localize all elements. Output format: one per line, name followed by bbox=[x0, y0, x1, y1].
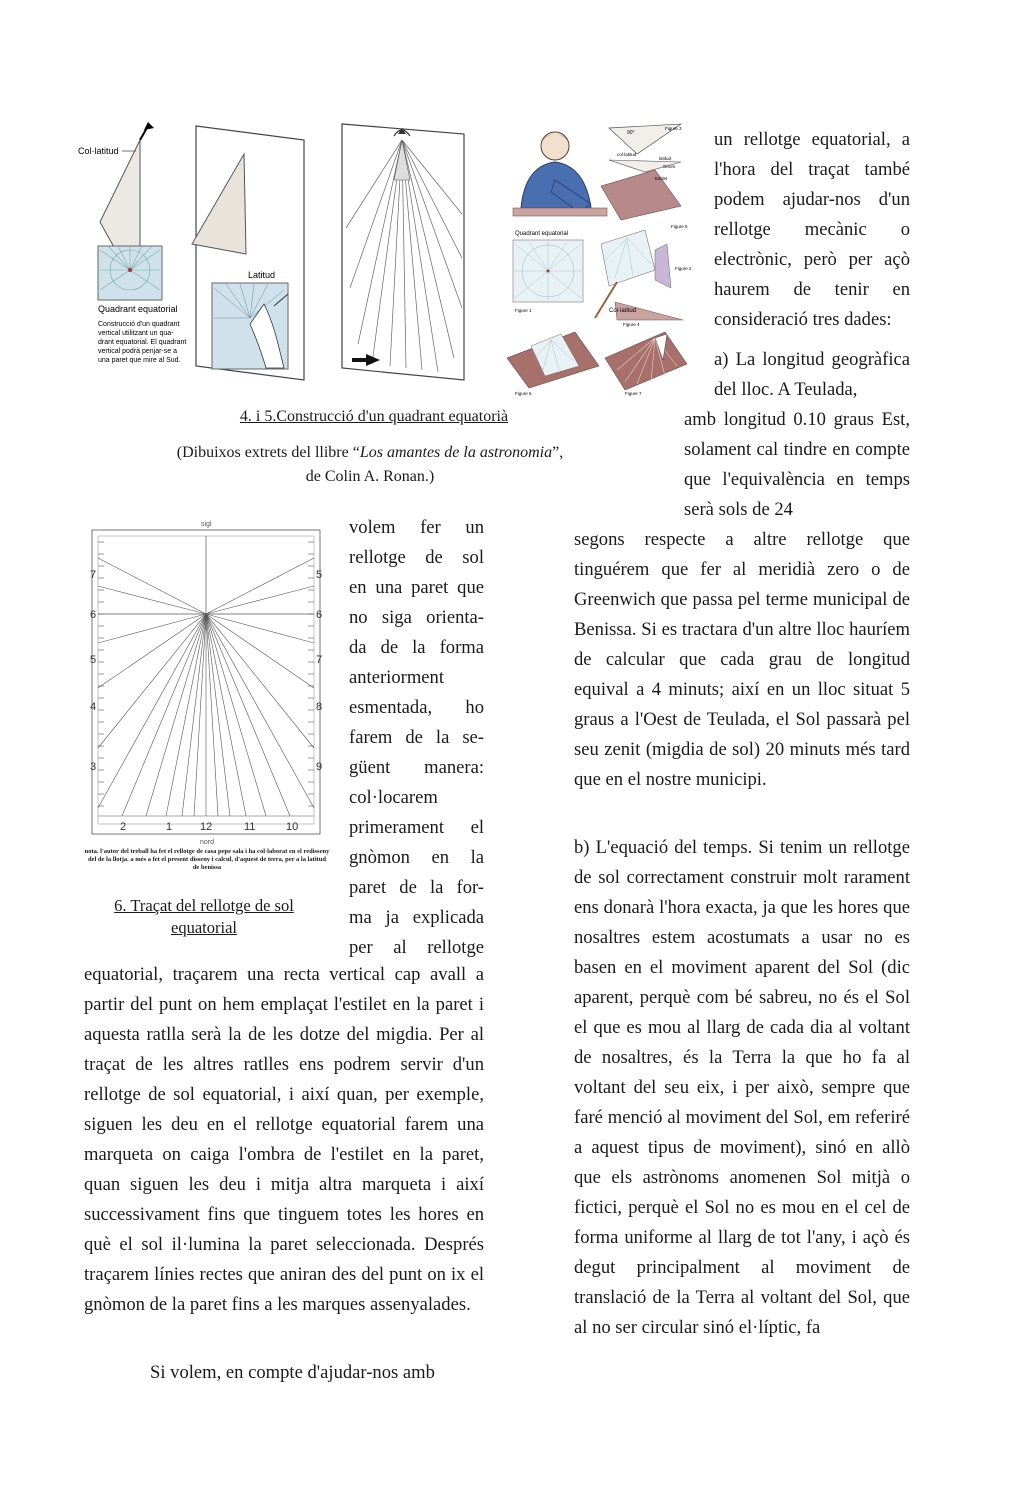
note-line-5: una paret que mire al Sud. bbox=[98, 357, 181, 364]
hour-right-6: 6 bbox=[316, 609, 323, 621]
hour-right-5: 5 bbox=[316, 569, 323, 581]
fig-label-6: Figure 6 bbox=[515, 391, 532, 396]
narrow-text-line: da de la forma bbox=[349, 637, 484, 658]
narrow-text-line: güent manera: bbox=[349, 757, 484, 778]
narrow-text-line: volem fer un bbox=[349, 517, 484, 538]
hour-line bbox=[98, 586, 206, 614]
hour-right-7: 7 bbox=[316, 654, 323, 666]
narrow-text-line: per al rellotge bbox=[349, 937, 484, 958]
sundial-trace-figure bbox=[82, 518, 332, 848]
right-item-a-start: a) La longitud geogràfica del lloc. A Teulada, bbox=[714, 349, 910, 400]
quadrant-construction-figure bbox=[78, 118, 498, 390]
hour-line bbox=[206, 558, 314, 614]
hour-line bbox=[122, 614, 206, 816]
hour-line bbox=[98, 614, 206, 748]
hour-line bbox=[206, 614, 290, 816]
left-last-line: Si volem, en compte d'ajudar-nos amb bbox=[150, 1362, 435, 1383]
fig-label-7: Figure 7 bbox=[625, 391, 642, 396]
hour-line bbox=[206, 614, 266, 816]
right-item-b: b) L'equació del temps. Si tenim un rellotge de sol correctament construir molt rarament ens donarà l'hora exacta, ja que les hores que nosaltres estem acostumats a usar no es basen en el moviment aparent del Sol (dic aparent, perquè com bé sabreu, no és el Sol el que es mou al llarg de cada dia al voltant de nosaltres, és la Terra la que ho fa al voltant del seu eix, i per això, sempre que faré menció al moviment del Sol, em referiré a aquest tipus de moviment), sinó en allò que els astrònoms anomenen Sol mitjà o fictici, perquè el Sol no es mou en el cel de forma uniforme al llarg de tot l'any, i açò és degut principalment al moviment de translació de la Terra al voltant del Sol, que al no ser circular sinó el·líptic, fa bbox=[574, 837, 910, 1338]
credit-prefix: (Dibuixos extrets del llibre “ bbox=[176, 444, 360, 461]
right-item-a-middle: amb longitud 0.10 graus Est, solament cal tindre en compte que l'equivalència en temps serà sols de 24 bbox=[684, 409, 910, 520]
hour-bottom-12: 12 bbox=[200, 821, 213, 833]
figure-caption-6 bbox=[84, 895, 324, 939]
sundial-note: nota. l'autor del treball ha fet el rellotge de casa pepe sala i ha col·laborat en el redisseny del de la llotja. a més a fet el present disseny i calcul, d'aquest de terra, per a la latitud de benissa bbox=[84, 848, 330, 871]
note-line-3: drant equatorial. El quadrant bbox=[98, 339, 187, 346]
small-label-estilet: Estilet bbox=[655, 176, 668, 181]
small-label-90: 90° bbox=[627, 130, 635, 136]
small-label-gnom: Gnom bbox=[663, 164, 676, 169]
drawing-steps-figure bbox=[505, 120, 692, 398]
latitud-label: Latitud bbox=[248, 270, 276, 280]
fig-label-1: Figure 1 bbox=[515, 308, 532, 313]
narrow-text-line: farem de la se- bbox=[349, 727, 484, 748]
narrow-text-line: primerament el bbox=[349, 817, 484, 838]
collatitud-label: Col·latitud bbox=[78, 146, 119, 156]
credit-book-title: Los amantes de la astronomia bbox=[359, 444, 553, 461]
hour-bottom-10: 10 bbox=[286, 821, 299, 833]
hour-line bbox=[206, 586, 314, 614]
narrow-text-line: col·locarem bbox=[349, 787, 438, 808]
narrow-text-line: anteriorment bbox=[349, 667, 444, 688]
fig-label-5: Figure 5 bbox=[671, 224, 688, 229]
narrow-text-line: ma ja explicada bbox=[349, 907, 484, 928]
hour-line bbox=[98, 614, 206, 643]
hour-line bbox=[206, 614, 314, 748]
hour-bottom-11: 11 bbox=[244, 821, 256, 833]
hour-left-4: 4 bbox=[90, 701, 97, 713]
hour-line bbox=[182, 614, 206, 816]
hour-line bbox=[98, 558, 206, 614]
hour-line bbox=[206, 614, 314, 688]
hour-right-9: 9 bbox=[316, 761, 323, 773]
hour-bottom-2: 2 bbox=[120, 821, 127, 833]
hour-bottom-1: 1 bbox=[166, 821, 173, 833]
hour-line bbox=[206, 614, 314, 643]
hour-left-7: 7 bbox=[90, 569, 97, 581]
quadrant-label: Quadrant equatorial bbox=[98, 304, 178, 314]
quadrant-label-b: Quadrant equatorial bbox=[515, 231, 569, 237]
narrow-text-line: gnòmon en la bbox=[349, 847, 484, 868]
figure-caption-4-5 bbox=[160, 405, 580, 489]
collatitud-label-b: Col·latitud bbox=[609, 308, 637, 314]
caption-title: 4. i 5.Construcció d'un quadrant equatorià bbox=[239, 408, 509, 425]
caption6-line1: 6. Traçat del rellotge de sol bbox=[114, 896, 294, 915]
note-line-2: vertical utilitzant un qua- bbox=[98, 330, 174, 337]
hour-line bbox=[206, 614, 230, 816]
sundial-bottom-label: nord bbox=[200, 839, 215, 846]
hour-line bbox=[146, 614, 206, 816]
fig-label-4: Figure 4 bbox=[623, 322, 640, 327]
fig-label-2: Figure 2 bbox=[675, 266, 692, 271]
credit-suffix: ”, bbox=[552, 444, 564, 461]
hour-line bbox=[206, 614, 314, 808]
note-line-1: Construcció d'un quadrant bbox=[98, 321, 180, 328]
hour-line bbox=[98, 614, 206, 688]
hour-left-3: 3 bbox=[90, 761, 97, 773]
note-line-4: vertical podrà penjar-se a bbox=[98, 348, 177, 355]
left-paragraph: equatorial, traçarem una recta vertical cap avall a partir del punt on hem emplaçat l'estilet en la paret i aquesta ratlla serà la de les dotze del migdia. Per al traçat de les altres ratlles ens podrem servir d'un rellotge de sol equatorial, i així quan, per exemple, siguen les deu en el rellotge equatorial farem una marqueta on caiga l'ombra de l'estilet en la paret, quan siguen les deu i mitja altra marqueta i així successivament fins que tinguem totes les hores en què el sol il·lumina la paret seleccionada. Després traçarem línies rectes que aniran des del punt on ix el gnòmon de la paret fins a les marques assenyalades. bbox=[84, 964, 484, 1315]
small-label-collatitud: col·latitud bbox=[617, 152, 637, 157]
sundial-top-label: sigl bbox=[201, 521, 212, 528]
hour-left-5: 5 bbox=[90, 654, 97, 666]
narrow-text-line: esmentada, ho bbox=[349, 697, 484, 718]
hour-right-8: 8 bbox=[316, 701, 323, 713]
hour-line bbox=[98, 614, 206, 808]
narrow-text-line: en una paret que bbox=[349, 577, 484, 598]
right-intro-paragraph: un rellotge equatorial, a l'hora del traçat també podem ajudar-nos d'un rellotge mecànic o electrònic, però per açò haurem de tenir en consideració tres dades: bbox=[714, 129, 910, 330]
hour-left-6: 6 bbox=[90, 609, 97, 621]
caption-credit-author: de Colin A. Ronan.) bbox=[305, 468, 435, 485]
fig-label-3: Figure 3 bbox=[665, 126, 682, 131]
narrow-text-line: no siga orienta- bbox=[349, 607, 484, 628]
narrow-text-block bbox=[349, 513, 484, 963]
right-item-a-rest: segons respecte a altre rellotge que tinguérem que fer al meridià zero o de Greenwich que passa pel terme municipal de Benissa. Si es tractara d'un altre lloc hauríem de calcular que cada grau de longitud equival a 4 minuts; així en un lloc situat 5 graus a l'Oest de Teulada, el Sol passarà pel seu zenit (migdia de sol) 20 minuts més tard que en el nostre municipi. bbox=[574, 529, 910, 790]
narrow-text-line: paret de la for- bbox=[349, 877, 484, 898]
caption6-line2: equatorial bbox=[171, 918, 237, 937]
narrow-text-line: rellotge de sol bbox=[349, 547, 484, 568]
small-label-latitud: latitud bbox=[659, 156, 672, 161]
caption-credit bbox=[160, 441, 580, 465]
